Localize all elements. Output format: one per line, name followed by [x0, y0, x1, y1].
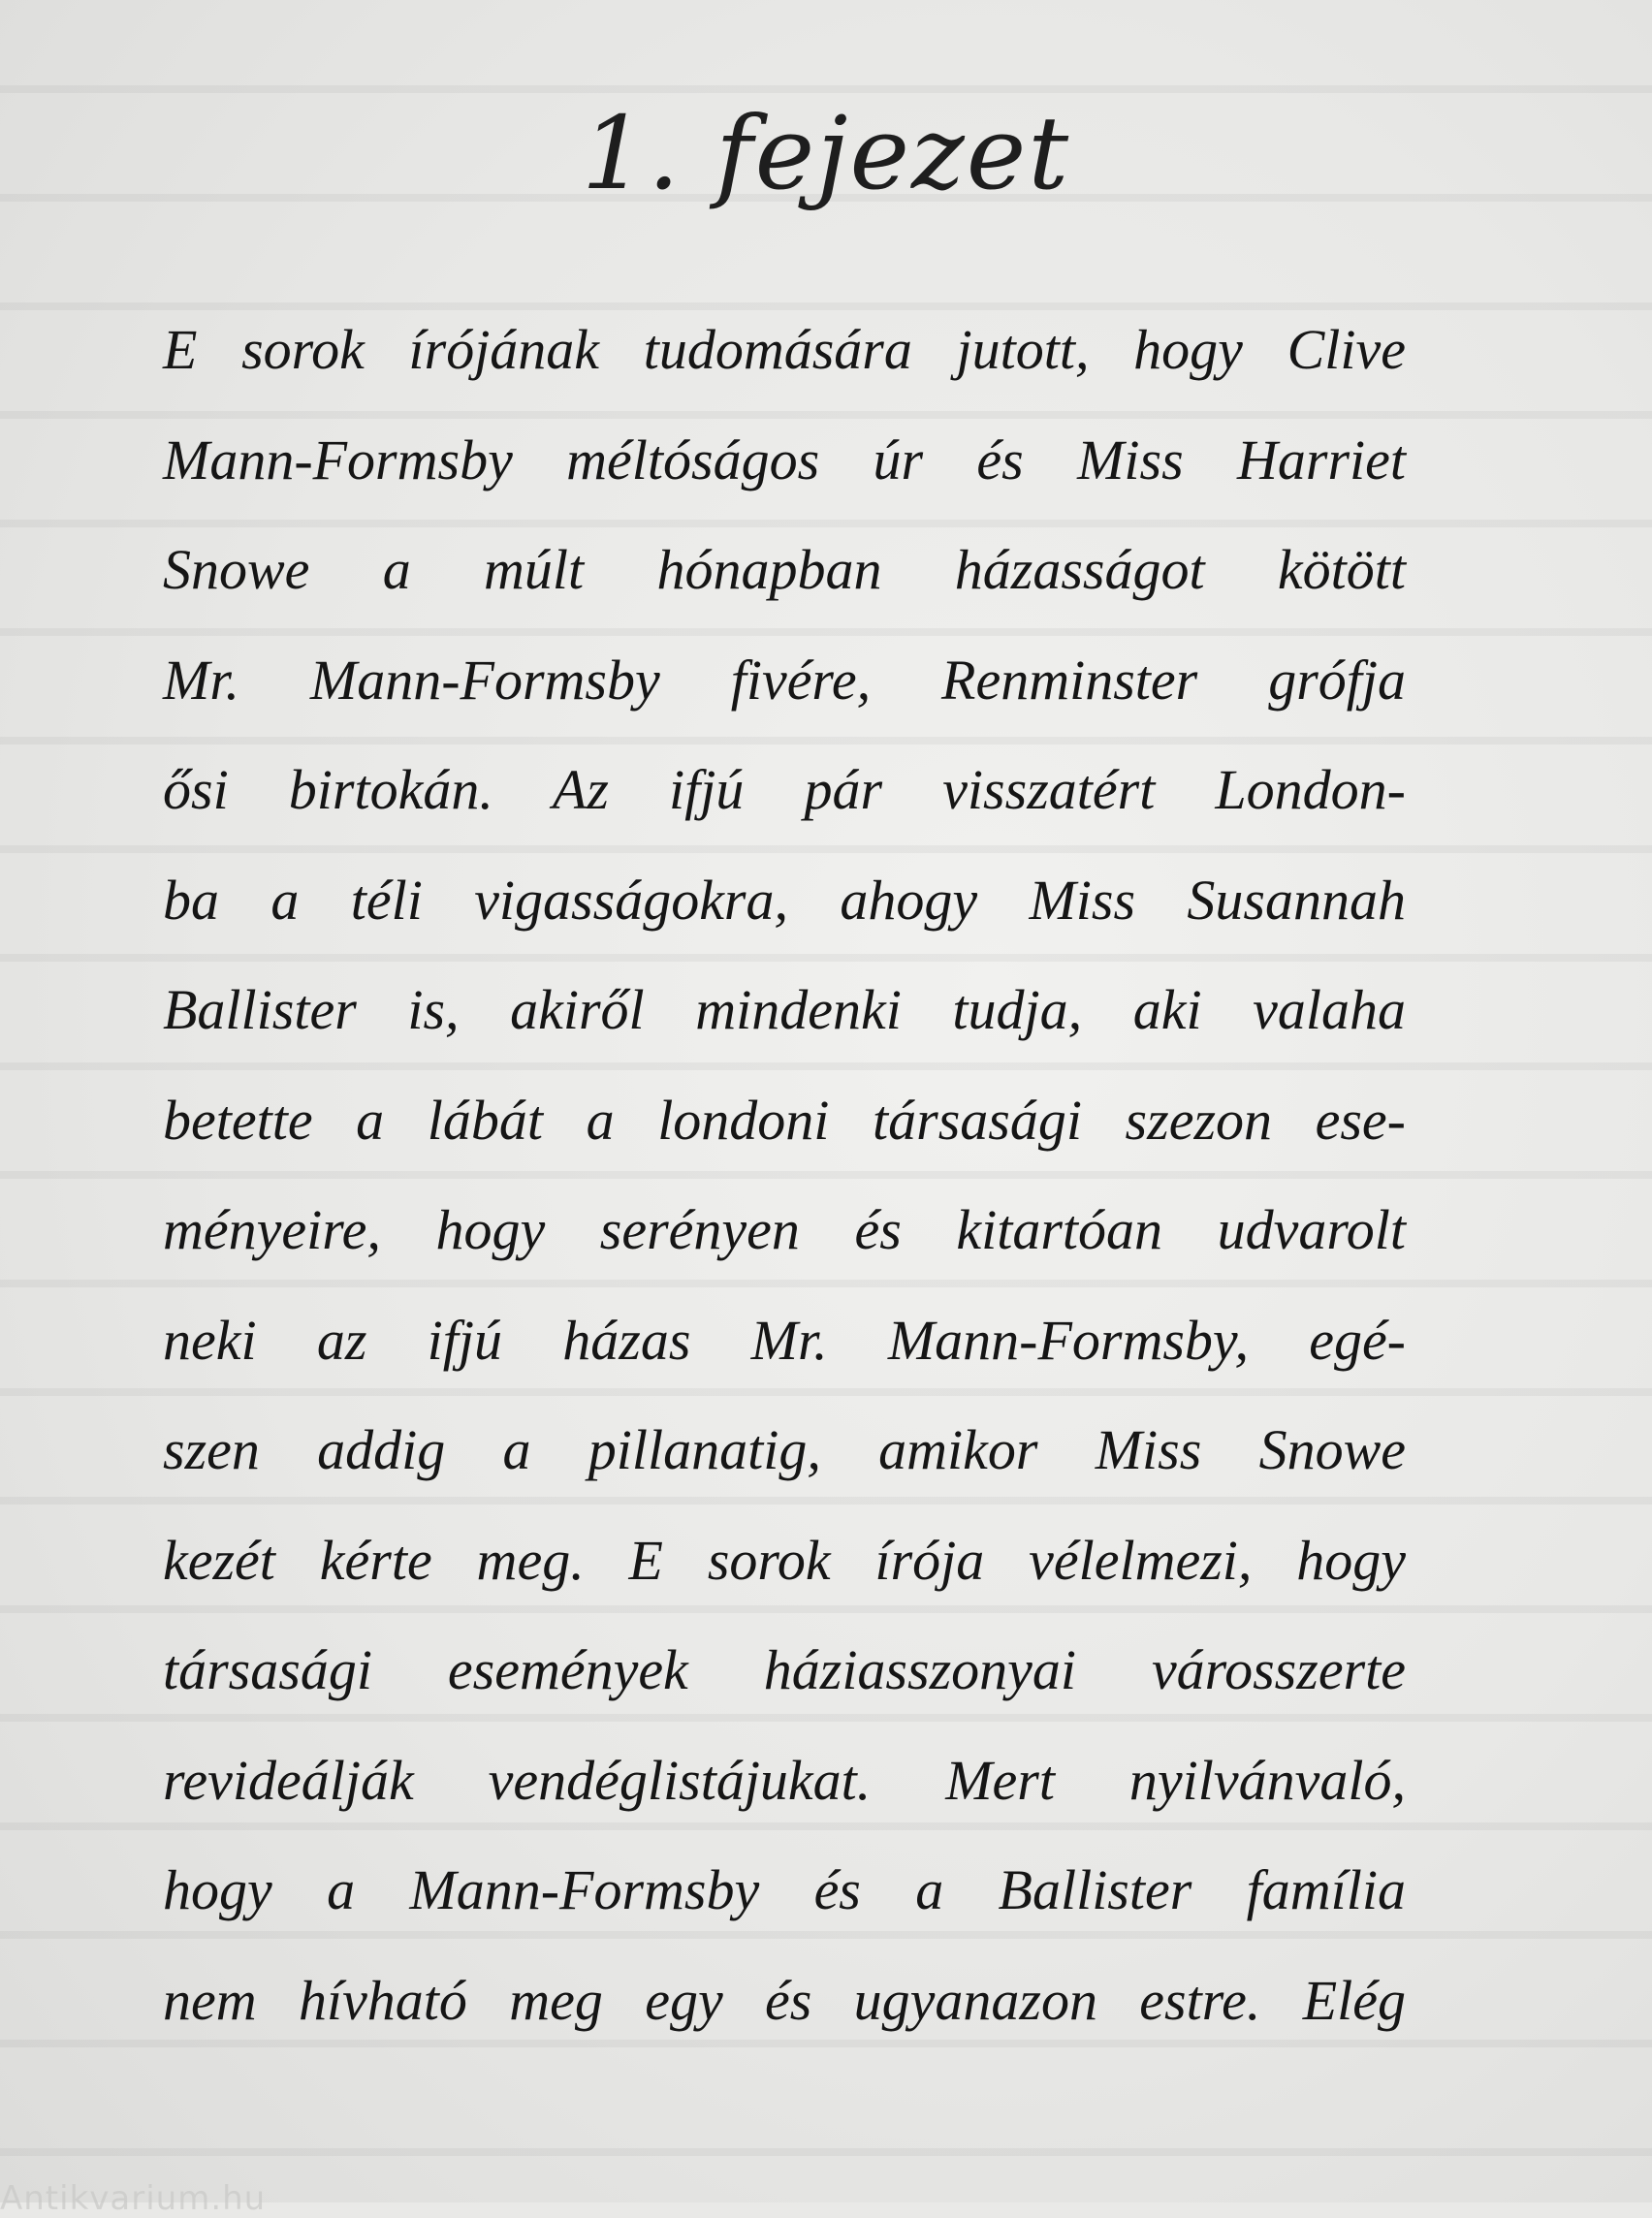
text-line: hogy a Mann-Formsby és a Ballister família — [163, 1858, 1406, 1921]
text-line: kezét kérte meg. E sorok írója vélelmezi, hogy — [163, 1528, 1406, 1592]
text-line: Mr. Mann-Formsby fivére, Renminster grófja — [163, 648, 1406, 712]
text-line: Snowe a múlt hónapban házasságot kötött — [163, 538, 1406, 601]
text-line: ba a téli vigasságokra, ahogy Miss Susannah — [163, 868, 1406, 932]
text-line: Mann-Formsby méltóságos úr és Miss Harriet — [163, 428, 1406, 491]
text-line: betette a lábát a londoni társasági szezon ese- — [163, 1088, 1406, 1152]
text-line: szen addig a pillanatig, amikor Miss Snowe — [163, 1418, 1406, 1481]
text-line: E sorok írójának tudomására jutott, hogy Clive — [163, 318, 1406, 381]
text-line: nem hívható meg egy és ugyanazon estre. Elég — [163, 1968, 1406, 2032]
watermark: Antikvarium.hu — [0, 2179, 267, 2218]
body-text — [163, 295, 1406, 2055]
chapter-title: 1. fejezet — [581, 94, 1071, 212]
text-line: ősi birtokán. Az ifjú pár visszatért London- — [163, 758, 1406, 821]
text-line: Ballister is, akiről mindenki tudja, aki valaha — [163, 978, 1406, 1041]
text-line: társasági események háziasszonyai városszerte — [163, 1638, 1406, 1701]
text-line: revideálják vendéglistájukat. Mert nyilvánvaló, — [163, 1748, 1406, 1812]
text-line: ményeire, hogy serényen és kitartóan udvarolt — [163, 1198, 1406, 1261]
text-line: neki az ifjú házas Mr. Mann-Formsby, egé- — [163, 1308, 1406, 1372]
